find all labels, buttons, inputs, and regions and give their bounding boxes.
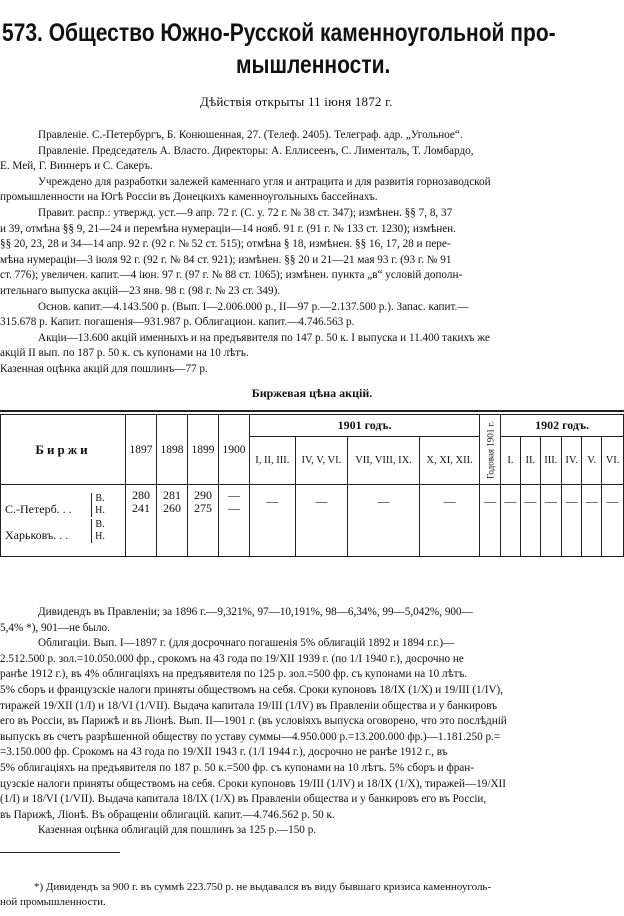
quarter-header: X, XI, XII. (420, 437, 480, 485)
text-line: акцій II вып. по 187 р. 50 к. съ купонами на 10 лѣтъ. (0, 347, 249, 360)
low-mark: Н. (95, 531, 105, 542)
board-section (0, 128, 624, 378)
text-line: Акціи—13.600 акцій именныхъ и на предъявителя по 147 р. 50 к. I выпуска и 11.400 такихъ же (38, 331, 490, 344)
month-header: I. (501, 437, 521, 485)
text-line: ст. 776); увеличен. капит.—4 іюн. 97 г. (97 г. № 88 ст. 1065); измѣнен. пункта „в“ условій дополн- (0, 269, 463, 282)
price-cell: — (561, 485, 581, 519)
dividend-section (0, 605, 624, 839)
annual-1901-header: Годовая 1901 г. (480, 415, 501, 485)
exchange-label: С.-Петерб. . . (5, 502, 72, 516)
price-cell (295, 518, 347, 556)
year-header: 1897 (126, 415, 157, 485)
price-cell (219, 518, 250, 556)
table-row (1, 485, 624, 519)
quarter-header: IV, V, VI. (295, 437, 347, 485)
text-line: мѣна нумераціи—3 іюля 92 г. (92 г. № 84 ст. 921); измѣнен. §§ 20 и 21—21 мая 93 г. (93 г. № 91 (0, 253, 452, 266)
price-cell (582, 518, 602, 556)
price-cell: — (602, 485, 624, 519)
footnote-line: ной промышленности. (0, 896, 106, 908)
footnote (0, 880, 624, 910)
table-top-rule (0, 410, 624, 412)
text-line: Правит. распр.: утвержд. уст.—9 апр. 72 г. (С. у. 72 г. № 38 ст. 347); измѣнен. §§ 7, 8, 37 (38, 206, 453, 219)
price-cell: — (250, 485, 296, 519)
text-line: цузскіе налоги приняты обществомъ на себя. Сроки купоновъ 19/III (1/IV) и 18/IX (1/X), тиражей—19/XII (0, 777, 506, 790)
company-title-line2: мышленности. (236, 51, 391, 79)
text-line: выпускъ въ счетъ разрѣшенной обществу по уставу суммы—4.950.000 р.=13.200.000 фр.)—1.181.250 р.= (0, 730, 501, 743)
exchange-price-table (0, 414, 624, 557)
price-cell: — (582, 485, 602, 519)
quarter-header: VII, VIII, IX. (348, 437, 420, 485)
year-header: 1899 (188, 415, 219, 485)
exchange-name (1, 518, 126, 556)
text-line: въ Парижѣ, Ліонѣ. Въ обращеніи облигацій. капит.—4.746.562 р. 50 к. (0, 808, 335, 821)
high-mark: В. (95, 493, 105, 504)
low-mark: Н. (95, 505, 105, 516)
price-cell (250, 518, 296, 556)
month-header: II. (520, 437, 540, 485)
text-line: тиражей 19/XII (1/I) и 18/VI (1/VII). Выдача капитала 19/III (1/IV) въ Правленіи общества и у банкировъ (0, 699, 498, 712)
text-line: 5% сборъ и французскіе налоги приняты обществомъ на себя. Сроки купоновъ 18/IX (1/X) и 19/III (1/IV), (0, 683, 504, 696)
price-cell: — (480, 485, 501, 519)
text-line: Е. Мей, Г. Виннеръ и С. Сакеръ. (0, 160, 153, 173)
price-cell: — (348, 485, 420, 519)
year-1902-header: 1902 годъ. (501, 415, 624, 437)
high-mark: В. (95, 519, 105, 530)
price-cell (520, 518, 540, 556)
text-line: (1/I) и 18/VI (1/VII). Выдача капитала 18/IX (1/X) въ Правленіи общества и у банкировъ его въ Россіи, (0, 793, 487, 806)
price-cell (480, 518, 501, 556)
table-row (1, 518, 624, 556)
text-line: 5,4% *), 901—не было. (0, 621, 110, 634)
month-header: IV. (561, 437, 581, 485)
price-cell: — (501, 485, 521, 519)
text-line: =3.150.000 фр. Срокомъ на 43 года по 19/XII 1943 г. (1/I 1944 г.), досрочно не ранѣе 1912 г., въ (0, 746, 448, 759)
price-cell: — (520, 485, 540, 519)
price-cell (540, 518, 561, 556)
quarter-header: I, II, III. (250, 437, 296, 485)
text-line: Дивидендъ въ Правленіи; за 1896 г.—9,321%, 97—10,191%, 98—6,34%, 99—5,042%, 900— (38, 606, 473, 618)
text-line: Правленіе. Председатель А. Власто. Директоры: А. Еллисеенъ, С. Лименталь, Т. Ломбардо, (38, 144, 474, 157)
price-cell: 281 260 (157, 485, 188, 519)
footnote-rule (0, 852, 120, 853)
year-1901-header: 1901 годъ. (250, 415, 480, 437)
text-line: его въ Россіи, въ Парижѣ и въ Ліонѣ. Вып. II—1901 г. (въ условіяхъ выпуска оговорено, что это послѣдній (0, 715, 507, 728)
month-header: VI. (602, 437, 624, 485)
text-line: 5% облигаціяхъ на предъявителя по 187 р. 50 к.=500 фр. съ купонами на 10 лѣтъ. 5% сборъ и фран- (0, 761, 474, 774)
price-cell: — (295, 485, 347, 519)
text-line: §§ 20, 23, 28 и 34—14 апр. 92 г. (92 г. № 52 ст. 515); отмѣна § 18, измѣнен. §§ 16, 17, 28 и пере- (0, 238, 451, 251)
text-line: Учреждено для разработки залежей каменнаго угля и антрацита и для развитія горнозаводской (38, 175, 491, 188)
founding-date: Дѣйствія открыты 11 іюня 1872 г. (200, 94, 393, 109)
price-cell (188, 518, 219, 556)
month-header: V. (582, 437, 602, 485)
text-line: Облигаціи. Вып. I—1897 г. (для досрочнаго погашенія 5% облигацій 1892 и 1894 г.г.)— (38, 637, 455, 650)
text-line: промышленности на Югѣ Россіи въ Донецкихъ каменноугольныхъ бассейнахъ. (0, 191, 378, 204)
text-line: ранѣе 1912 г.), въ 4% облигаціяхъ на предъявителя по 125 р. зол.=500 фр. съ купонами на 10 лѣтъ. (0, 668, 468, 681)
text-line: Казенная оцѣнка облигацій для пошлинъ за 125 р.—150 р. (38, 824, 317, 837)
price-cell: 280 241 (126, 485, 157, 519)
text-line: ительнаго выпуска акцій—23 янв. 98 г. (98 г. № 23 ст. 349). (0, 284, 281, 297)
exchange-price-heading: Биржевая цѣна акцій. (251, 386, 373, 400)
price-cell (157, 518, 188, 556)
price-cell: 290 275 (188, 485, 219, 519)
text-line: Правленіе. С.-Петербургъ, Б. Конюшенная, 27. (Телеф. 2405). Телеграф. адр. „Угольное“. (38, 129, 463, 141)
price-cell (561, 518, 581, 556)
exchange-label: Харьковъ. . . (5, 528, 69, 542)
price-cell (501, 518, 521, 556)
month-header: III. (540, 437, 561, 485)
year-header: 1898 (157, 415, 188, 485)
price-cell: — — (219, 485, 250, 519)
text-line: Основ. капит.—4.143.500 р. (Вып. I—2.006.000 р., II—97 р.—2.137.500 р.). Запас. капит.— (38, 300, 469, 313)
exchange-name (1, 485, 126, 519)
text-line: 2.512.500 р. зол.=10.050.000 фр., срокомъ на 43 года по 19/XII 1939 г. (по 1/I 1940 г.), досрочно не (0, 652, 464, 665)
footnote-line: *) Дивидендъ за 900 г. въ суммѣ 223.750 р. не выдавался въ виду бывшаго кризиса каменноуголь- (34, 881, 492, 893)
year-header: 1900 (219, 415, 250, 485)
exchange-header: Биржи (1, 415, 126, 485)
company-title-line1: 573. Общество Южно-Русской каменноугольной про- (2, 19, 556, 47)
price-cell: — (540, 485, 561, 519)
price-cell (348, 518, 420, 556)
text-line: и 39, отмѣна §§ 9, 21—24 и перемѣна нумераціи—14 нояб. 91 г. (91 г. № 133 ст. 1230); измѣнен. (0, 222, 456, 235)
text-line: 315.678 р. Капит. погашенія—931.987 р. Облигацион. капит.—4.746.563 р. (0, 316, 355, 329)
price-cell (126, 518, 157, 556)
text-line: Казенная оцѣнка акцій для пошлинъ—77 р. (0, 362, 208, 375)
price-cell (420, 518, 480, 556)
price-cell (602, 518, 624, 556)
price-cell: — (420, 485, 480, 519)
